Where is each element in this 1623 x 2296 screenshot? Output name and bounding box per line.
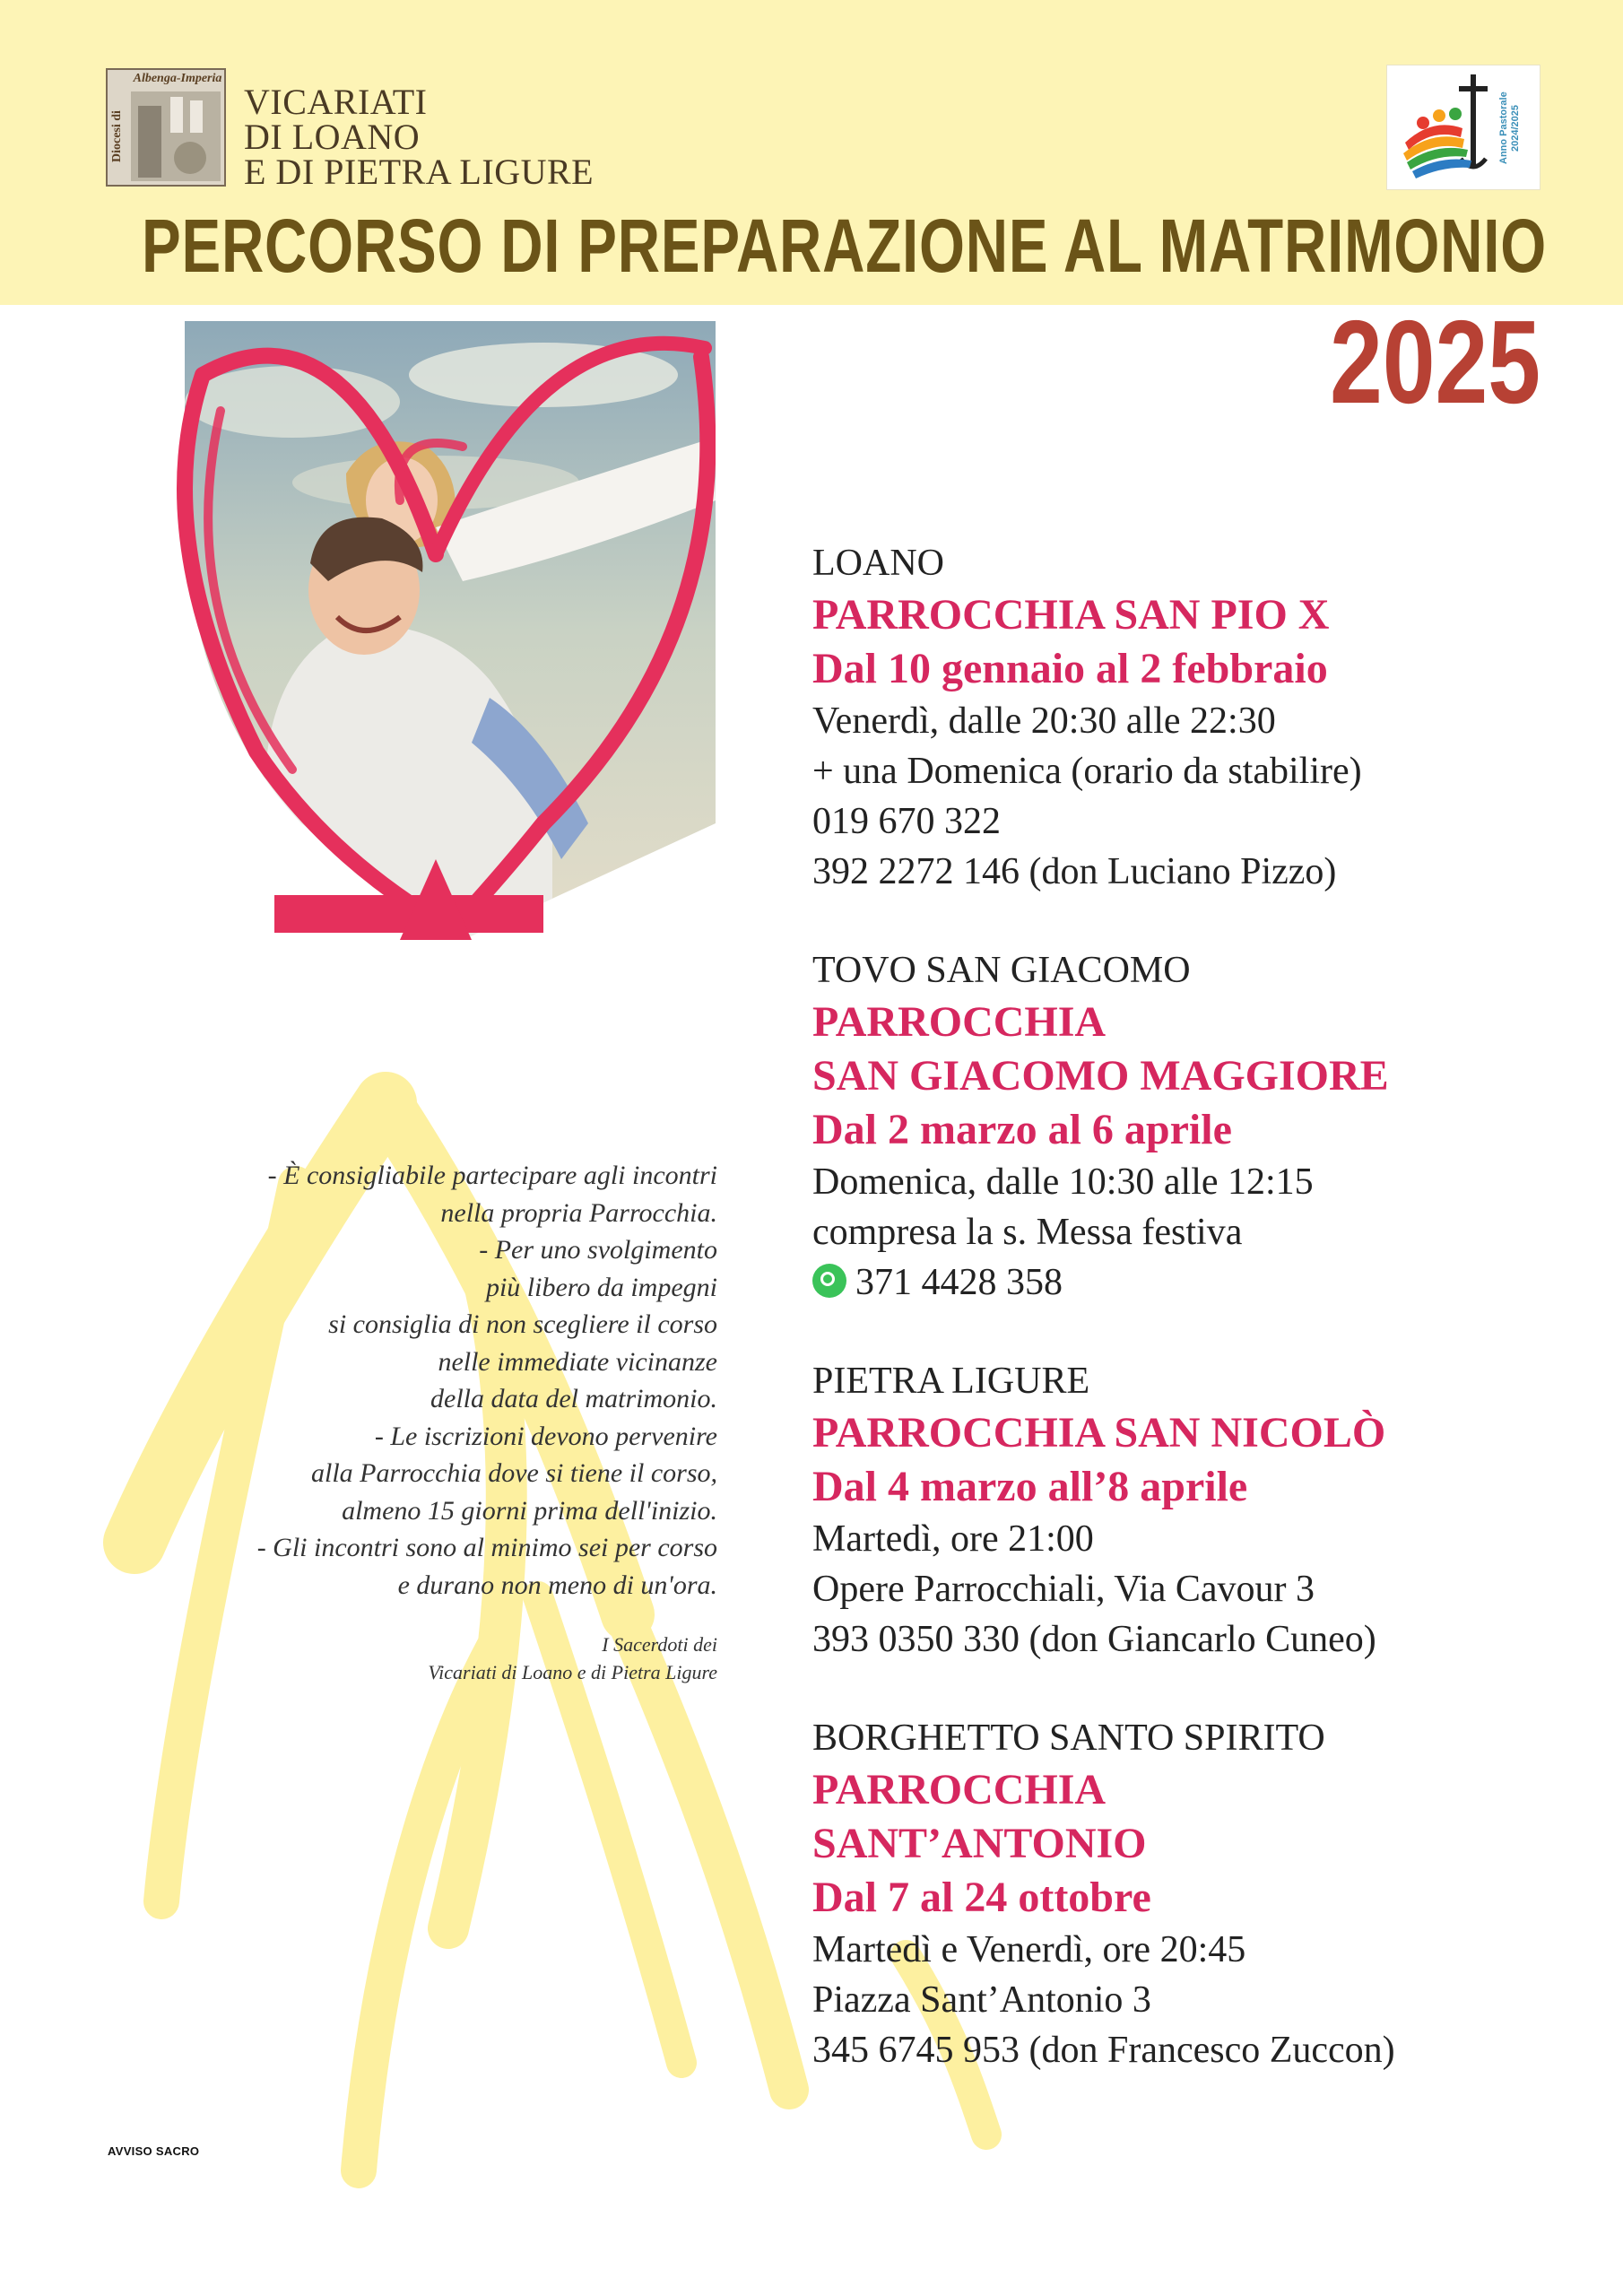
- advice-line: più libero da impegni: [485, 1272, 717, 1302]
- advice-line: nelle immediate vicinanze: [438, 1346, 717, 1377]
- detail-line: 019 670 322: [812, 801, 1001, 842]
- section-pietra-ligure: [812, 1356, 1601, 1665]
- page-title: PERCORSO DI PREPARAZIONE AL MATRIMONIO: [142, 204, 1547, 288]
- signature: [269, 1631, 717, 1686]
- detail-line: + una Domenica (orario da stabilire): [812, 751, 1362, 792]
- pastoral-year-logo: [1386, 65, 1541, 190]
- couple-heart-photo: [167, 321, 716, 940]
- vicariati-line-3: E DI PIETRA LIGURE: [244, 152, 595, 192]
- advice-line: - Per uno svolgimento: [479, 1235, 717, 1265]
- vicariati-line-2: DI LOANO: [244, 117, 421, 157]
- advice-line: almeno 15 giorni prima dell'inizio.: [342, 1495, 717, 1526]
- town-name: LOANO: [812, 543, 944, 584]
- detail-line: Martedì e Venerdì, ore 20:45: [812, 1929, 1246, 1970]
- pastoral-year-logo-image: [1387, 65, 1498, 189]
- signature-line-1: I Sacerdoti dei: [602, 1633, 717, 1656]
- whatsapp-number: 371 4428 358: [855, 1262, 1063, 1303]
- parish-sections: [812, 538, 1601, 2124]
- parish-name: PARROCCHIA SAN PIO X: [812, 591, 1330, 639]
- parish-name: SANT’ANTONIO: [812, 1820, 1147, 1867]
- advice-line: alla Parrocchia dove si tiene il corso,: [311, 1458, 717, 1488]
- parish-name: SAN GIACOMO MAGGIORE: [812, 1052, 1389, 1100]
- detail-line: compresa la s. Messa festiva: [812, 1212, 1243, 1253]
- detail-line: Venerdì, dalle 20:30 alle 22:30: [812, 700, 1276, 742]
- town-name: PIETRA LIGURE: [812, 1361, 1090, 1402]
- parish-name: PARROCCHIA: [812, 998, 1107, 1046]
- diocese-logo: [106, 68, 226, 187]
- advice-line: - Gli incontri sono al minimo sei per corso: [256, 1533, 717, 1562]
- course-dates: Dal 2 marzo al 6 aprile: [812, 1106, 1232, 1153]
- advice-line: e durano non meno di un'ora.: [397, 1570, 717, 1600]
- parish-name: PARROCCHIA: [812, 1766, 1107, 1813]
- course-dates: Dal 10 gennaio al 2 febbraio: [812, 645, 1328, 692]
- detail-line: 393 0350 330 (don Giancarlo Cuneo): [812, 1619, 1376, 1660]
- town-name: BORGHETTO SANTO SPIRITO: [812, 1718, 1325, 1759]
- diocese-logo-side: Diocesi di: [110, 110, 124, 162]
- parish-name: PARROCCHIA SAN NICOLÒ: [812, 1409, 1386, 1457]
- detail-line: Opere Parrocchiali, Via Cavour 3: [812, 1569, 1315, 1610]
- advice-line: - È consigliabile partecipare agli incontri: [267, 1161, 717, 1190]
- advice-line: della data del matrimonio.: [430, 1384, 717, 1413]
- pastoral-year-label: Anno Pastorale 2024/2025: [1498, 91, 1521, 165]
- whatsapp-icon: [812, 1264, 846, 1298]
- whatsapp-line: [812, 1257, 1601, 1308]
- detail-line: 392 2272 146 (don Luciano Pizzo): [812, 851, 1337, 892]
- avviso-sacro-label: AVVISO SACRO: [108, 2144, 200, 2158]
- advice-line: si consiglia di non scegliere il corso: [328, 1309, 717, 1339]
- section-borghetto-santo-spirito: [812, 1713, 1601, 2075]
- course-dates: Dal 7 al 24 ottobre: [812, 1874, 1151, 1921]
- detail-line: Martedì, ore 21:00: [812, 1518, 1094, 1560]
- page-year: 2025: [1330, 296, 1541, 428]
- section-loano: [812, 538, 1601, 897]
- advice-line: - Le iscrizioni devono pervenire: [374, 1421, 717, 1451]
- section-tovo-san-giacomo: [812, 945, 1601, 1308]
- town-name: TOVO SAN GIACOMO: [812, 950, 1191, 991]
- diocese-logo-text: Albenga-Imperia: [133, 72, 222, 85]
- course-dates: Dal 4 marzo all’8 aprile: [812, 1463, 1248, 1510]
- vicariati-name: [244, 82, 595, 192]
- vicariati-line-1: VICARIATI: [244, 82, 428, 122]
- detail-line: 345 6745 953 (don Francesco Zuccon): [812, 2030, 1395, 2071]
- advice-notes: [90, 1157, 717, 1604]
- detail-line: Piazza Sant’Antonio 3: [812, 1979, 1151, 2021]
- advice-line: nella propria Parrocchia.: [440, 1197, 717, 1228]
- diocese-logo-image: [108, 70, 224, 185]
- signature-line-2: Vicariati di Loano e di Pietra Ligure: [428, 1661, 717, 1683]
- detail-line: Domenica, dalle 10:30 alle 12:15: [812, 1161, 1314, 1203]
